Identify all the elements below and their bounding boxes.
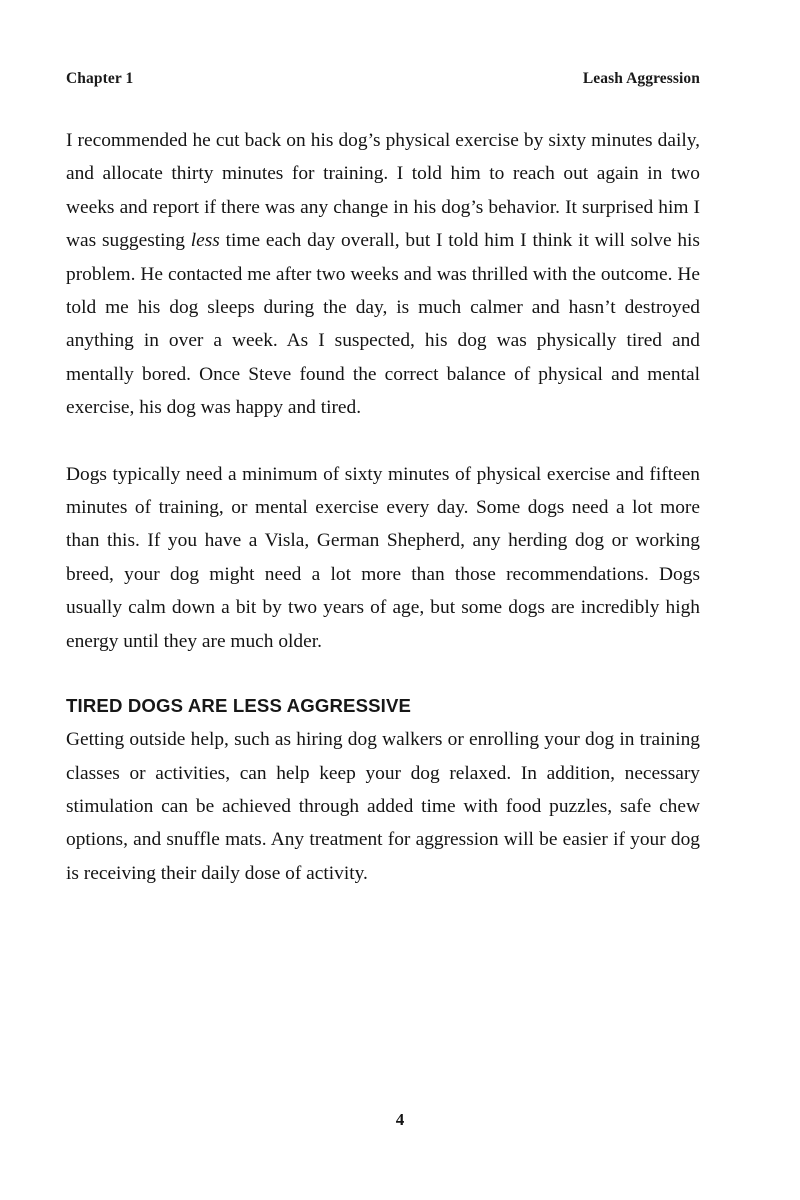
running-head-chapter: Chapter 1 xyxy=(66,70,134,87)
paragraph-second: Dogs typically need a minimum of sixty minutes of physical exercise and fifteen minutes of training, or mental exercise every day. Some dogs need a lot more than this. If you have a Visla, German Shepherd, any herding dog or working breed, your dog might need a lot more than those recommendations. Dogs usually calm down a bit by two years of age, but some dogs are incredibly high energy until they are much older. xyxy=(66,463,700,652)
paragraph-third: Getting outside help, such as hiring dog walkers or enrolling your dog in training classes or activities, can help keep your dog relaxed. In addition, necessary stimulation can be achieved through added time with food puzzles, safe chew options, and snuffle mats. Any treatment for aggression will be easier if your dog is receiving their daily dose of activity. xyxy=(66,729,700,884)
running-head-title: Leash Aggression xyxy=(582,70,700,87)
section-heading: TIRED DOGS ARE LESS AGGRESSIVE xyxy=(66,695,412,717)
paragraph-first-text-after-emphasis: time each day overall, but I told him I think it will solve his problem. He contacted me after two weeks and was thrilled with the outcome. He told me his dog sleeps during the day, is much calmer and hasn’t destroyed anything in over a week. As I suspected, his dog was physically tired and mentally bored. Once Steve found the correct balance of physical and mental exercise, his dog was happy and tired. xyxy=(66,230,700,419)
emphasis-less: less xyxy=(190,230,220,252)
running-head xyxy=(66,70,700,88)
page-number: 4 xyxy=(395,1110,405,1129)
page-body xyxy=(66,124,700,890)
paragraph-first xyxy=(66,124,700,425)
paragraph-first-text-before-emphasis: I recommended he cut back on his dog’s physical exercise by sixty minutes daily, and allocate thirty minutes for training. I told him to reach out again in two weeks and report if there was any change in his dog’s behavior. It surprised him I was suggesting xyxy=(66,130,700,252)
